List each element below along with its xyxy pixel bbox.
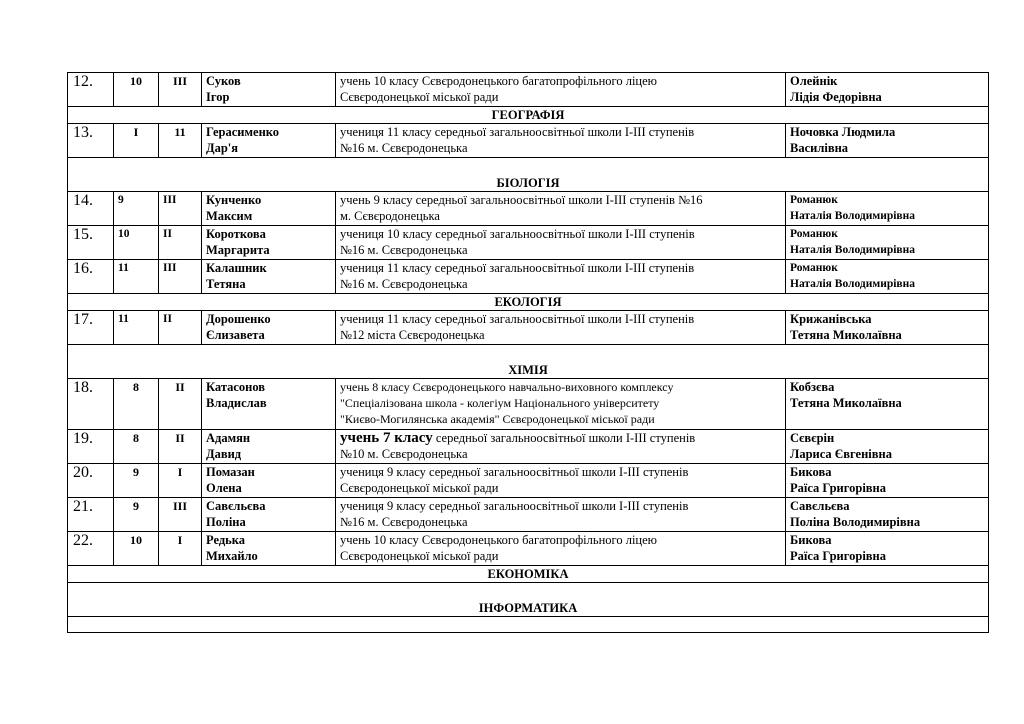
description-cell bbox=[336, 124, 786, 158]
student-firstname: Михайло bbox=[206, 549, 258, 563]
description-line: учениця 11 класу середньої загальноосвітньої школи І-ІІІ ступенів bbox=[340, 261, 695, 275]
description-cell bbox=[336, 498, 786, 532]
student-firstname: Дар'я bbox=[206, 141, 239, 155]
description-line: м. Сєвєродонецька bbox=[340, 209, 440, 223]
olympiad-results-table bbox=[67, 72, 989, 633]
description-line: учень 10 класу Сєвєродонецького багатопрофільного ліцею bbox=[340, 74, 657, 88]
teacher-surname: Романюк bbox=[790, 194, 838, 206]
empty-row bbox=[68, 617, 989, 633]
place-cell: 11 bbox=[159, 124, 202, 158]
class-cell: І bbox=[114, 124, 159, 158]
table-row bbox=[68, 226, 989, 260]
teacher-name: Наталія Володимирівна bbox=[790, 278, 916, 290]
teacher-cell bbox=[786, 464, 989, 498]
student-surname: Суков bbox=[206, 74, 241, 88]
class-cell: 8 bbox=[114, 379, 159, 430]
section-row bbox=[68, 294, 989, 311]
description-text: середньої загальноосвітньої школи І-ІІІ ступенів bbox=[432, 431, 696, 445]
student-firstname: Ігор bbox=[206, 90, 230, 104]
student-firstname: Поліна bbox=[206, 515, 246, 529]
row-number: 14. bbox=[68, 192, 114, 226]
table-row bbox=[68, 430, 989, 464]
row-number: 15. bbox=[68, 226, 114, 260]
section-title: ХІМІЯ bbox=[68, 345, 989, 379]
place-cell: І bbox=[159, 532, 202, 566]
description-line: учень 8 класу Сєвєродонецького навчально-виховного комплексу bbox=[340, 380, 674, 394]
table-row bbox=[68, 532, 989, 566]
student-surname: Катасонов bbox=[206, 380, 266, 394]
student-name-cell bbox=[202, 260, 336, 294]
teacher-cell bbox=[786, 192, 989, 226]
student-name-cell bbox=[202, 430, 336, 464]
teacher-name: Лариса Євгенівна bbox=[790, 447, 892, 461]
student-name-cell bbox=[202, 498, 336, 532]
student-name-cell bbox=[202, 192, 336, 226]
teacher-cell bbox=[786, 498, 989, 532]
teacher-surname: Бикова bbox=[790, 533, 832, 547]
student-surname: Савєльєва bbox=[206, 499, 266, 513]
table-row bbox=[68, 311, 989, 345]
description-line: Сєвєродонецької міської ради bbox=[340, 481, 499, 495]
description-line bbox=[340, 430, 781, 446]
teacher-cell bbox=[786, 124, 989, 158]
place-cell: ІІІ bbox=[159, 260, 202, 294]
description-cell bbox=[336, 226, 786, 260]
section-row bbox=[68, 583, 989, 617]
description-cell bbox=[336, 311, 786, 345]
student-surname: Короткова bbox=[206, 227, 266, 241]
section-title: ГЕОГРАФІЯ bbox=[68, 107, 989, 124]
description-line: Сєвєродонецької міської ради bbox=[340, 90, 499, 104]
teacher-name: Поліна Володимирівна bbox=[790, 515, 921, 529]
student-firstname: Давид bbox=[206, 447, 242, 461]
description-line: "Спеціалізована школа - колегіум Національного університету bbox=[340, 396, 660, 410]
teacher-surname: Крижанівська bbox=[790, 312, 872, 326]
student-name-cell bbox=[202, 311, 336, 345]
teacher-surname: Романюк bbox=[790, 262, 838, 274]
description-line: "Києво-Могилянська академія" Сєвєродонецької міської ради bbox=[340, 412, 655, 426]
teacher-cell bbox=[786, 226, 989, 260]
teacher-surname: Сєвєрін bbox=[790, 431, 835, 445]
description-line: учениця 11 класу середньої загальноосвітньої школи І-ІІІ ступенів bbox=[340, 312, 695, 326]
description-line: учениця 9 класу середньої загальноосвітньої школи І-ІІІ ступенів bbox=[340, 465, 689, 479]
teacher-name: Тетяна Миколаївна bbox=[790, 328, 902, 342]
row-number: 22. bbox=[68, 532, 114, 566]
description-line: №16 м. Сєвєродонецька bbox=[340, 141, 468, 155]
student-firstname: Єлизавета bbox=[206, 328, 265, 342]
student-name-cell bbox=[202, 532, 336, 566]
description-cell bbox=[336, 379, 786, 430]
table-row bbox=[68, 124, 989, 158]
class-cell: 9 bbox=[114, 498, 159, 532]
row-number: 16. bbox=[68, 260, 114, 294]
class-cell: 8 bbox=[114, 430, 159, 464]
table-row bbox=[68, 464, 989, 498]
row-number: 12. bbox=[68, 73, 114, 107]
student-name-cell bbox=[202, 464, 336, 498]
table-row bbox=[68, 498, 989, 532]
teacher-surname: Бикова bbox=[790, 465, 832, 479]
teacher-cell bbox=[786, 430, 989, 464]
teacher-name: Василівна bbox=[790, 141, 849, 155]
teacher-cell bbox=[786, 379, 989, 430]
student-surname: Калашник bbox=[206, 261, 267, 275]
student-name-cell bbox=[202, 226, 336, 260]
row-number: 17. bbox=[68, 311, 114, 345]
row-number: 13. bbox=[68, 124, 114, 158]
place-cell: ІІ bbox=[159, 379, 202, 430]
student-firstname: Олена bbox=[206, 481, 242, 495]
teacher-name: Тетяна Миколаївна bbox=[790, 396, 902, 410]
teacher-surname: Савєльєва bbox=[790, 499, 850, 513]
description-cell bbox=[336, 532, 786, 566]
section-title: ЕКОНОМІКА bbox=[68, 566, 989, 583]
class-cell: 9 bbox=[114, 464, 159, 498]
description-line: учень 10 класу Сєвєродонецького багатопрофільного ліцею bbox=[340, 533, 657, 547]
description-line: №16 м. Сєвєродонецька bbox=[340, 243, 468, 257]
description-cell bbox=[336, 430, 786, 464]
class-cell: 10 bbox=[114, 73, 159, 107]
teacher-cell bbox=[786, 260, 989, 294]
description-line: учениця 10 класу середньої загальноосвітньої школи І-ІІІ ступенів bbox=[340, 227, 695, 241]
section-row bbox=[68, 345, 989, 379]
student-surname: Редька bbox=[206, 533, 246, 547]
row-number: 21. bbox=[68, 498, 114, 532]
table-row bbox=[68, 73, 989, 107]
student-name-cell bbox=[202, 379, 336, 430]
section-title: ЕКОЛОГІЯ bbox=[68, 294, 989, 311]
teacher-name: Наталія Володимирівна bbox=[790, 210, 916, 222]
class-cell: 11 bbox=[114, 311, 159, 345]
teacher-name: Раїса Григорівна bbox=[790, 481, 886, 495]
student-firstname: Тетяна bbox=[206, 277, 246, 291]
section-title: ІНФОРМАТИКА bbox=[68, 583, 989, 617]
teacher-name: Лідія Федорівна bbox=[790, 90, 882, 104]
description-line: учень 9 класу середньої загальноосвітньої школи І-ІІІ ступенів №16 bbox=[340, 193, 703, 207]
student-firstname: Маргарита bbox=[206, 243, 270, 257]
place-cell: ІІІ bbox=[159, 498, 202, 532]
student-surname: Герасименко bbox=[206, 125, 280, 139]
class-cell: 9 bbox=[114, 192, 159, 226]
section-row bbox=[68, 158, 989, 192]
place-cell: III bbox=[159, 73, 202, 107]
section-title: БІОЛОГІЯ bbox=[68, 158, 989, 192]
student-surname: Дорошенко bbox=[206, 312, 271, 326]
description-line: учениця 9 класу середньої загальноосвітньої школи І-ІІІ ступенів bbox=[340, 499, 689, 513]
teacher-surname: Кобзєва bbox=[790, 380, 835, 394]
class-cell: 10 bbox=[114, 532, 159, 566]
teacher-name: Раїса Григорівна bbox=[790, 549, 886, 563]
student-surname: Кунченко bbox=[206, 193, 262, 207]
table-row bbox=[68, 192, 989, 226]
teacher-cell bbox=[786, 311, 989, 345]
section-row bbox=[68, 107, 989, 124]
class-cell: 11 bbox=[114, 260, 159, 294]
description-line: №12 міста Сєвєродонецька bbox=[340, 328, 485, 342]
row-number: 18. bbox=[68, 379, 114, 430]
teacher-cell bbox=[786, 73, 989, 107]
row-number: 19. bbox=[68, 430, 114, 464]
description-cell bbox=[336, 192, 786, 226]
student-name-cell bbox=[202, 73, 336, 107]
place-cell: І bbox=[159, 464, 202, 498]
student-surname: Адамян bbox=[206, 431, 251, 445]
student-firstname: Владислав bbox=[206, 396, 267, 410]
teacher-surname: Олейнік bbox=[790, 74, 838, 88]
description-line: Сєвєродонецької міської ради bbox=[340, 549, 499, 563]
teacher-surname: Романюк bbox=[790, 228, 838, 240]
description-cell bbox=[336, 73, 786, 107]
description-line: №10 м. Сєвєродонецька bbox=[340, 447, 468, 461]
teacher-surname: Ночовка Людмила bbox=[790, 125, 896, 139]
description-line: №16 м. Сєвєродонецька bbox=[340, 277, 468, 291]
empty-cell bbox=[68, 617, 989, 633]
student-firstname: Максим bbox=[206, 209, 253, 223]
description-line: учениця 11 класу середньої загальноосвітньої школи І-ІІІ ступенів bbox=[340, 125, 695, 139]
student-name-cell bbox=[202, 124, 336, 158]
description-cell bbox=[336, 260, 786, 294]
place-cell: ІІ bbox=[159, 311, 202, 345]
student-surname: Помазан bbox=[206, 465, 255, 479]
place-cell: ІІІ bbox=[159, 192, 202, 226]
description-cell bbox=[336, 464, 786, 498]
row-number: 20. bbox=[68, 464, 114, 498]
description-emphasis: учень 7 класу bbox=[340, 430, 433, 446]
place-cell: ІІ bbox=[159, 430, 202, 464]
table-row bbox=[68, 379, 989, 430]
table-row bbox=[68, 260, 989, 294]
teacher-cell bbox=[786, 532, 989, 566]
description-line: №16 м. Сєвєродонецька bbox=[340, 515, 468, 529]
place-cell: ІІ bbox=[159, 226, 202, 260]
teacher-name: Наталія Володимирівна bbox=[790, 244, 916, 256]
class-cell: 10 bbox=[114, 226, 159, 260]
section-row bbox=[68, 566, 989, 583]
